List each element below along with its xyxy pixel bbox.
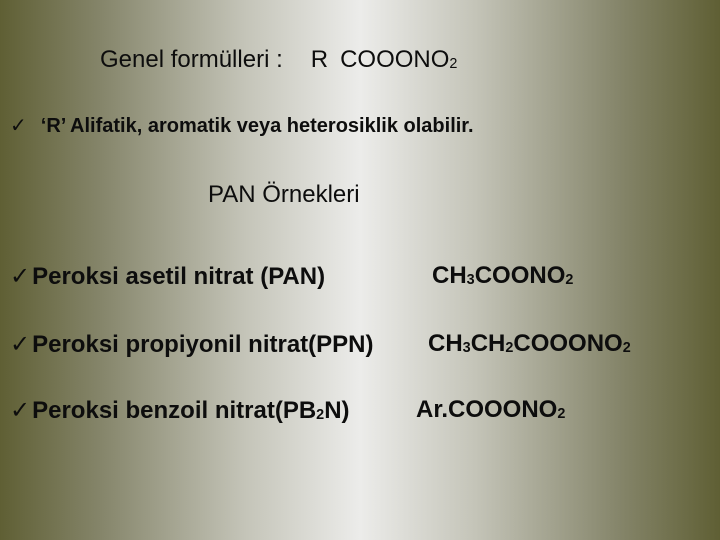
- general-formula-label: Genel formülleri :: [100, 46, 283, 73]
- formula-subscript: 2: [505, 340, 514, 357]
- example-name-text: N): [324, 397, 350, 424]
- formula-subscript: 3: [462, 340, 471, 357]
- checkmark-icon: ✓: [10, 396, 31, 424]
- example-pan-formula: [432, 262, 573, 290]
- example-pan-name: [10, 262, 325, 291]
- example-name-subscript: 2: [316, 407, 325, 424]
- example-name-text: Peroksi propiyonil nitrat(PPN): [32, 331, 374, 358]
- checkmark-icon: ✓: [10, 330, 31, 358]
- example-ppn-formula: [428, 330, 631, 358]
- r-description-text: ‘R’ Alifatik, aromatik veya heterosiklik olabilir.: [40, 115, 474, 137]
- formula-subscript: 2: [622, 340, 631, 357]
- formula-part: COONO: [474, 262, 566, 289]
- examples-heading: PAN Örnekleri: [208, 181, 360, 208]
- example-pbzn-formula: [416, 396, 565, 424]
- example-name-text: Peroksi benzoil nitrat(PB: [32, 397, 317, 424]
- formula-part: Ar.COOONO: [416, 396, 558, 423]
- formula-subscript: 2: [565, 272, 574, 289]
- formula-part: CH: [432, 262, 467, 289]
- general-formula-value: COOONO: [340, 46, 450, 73]
- checkmark-icon: ✓: [10, 113, 27, 137]
- general-formula-subscript: 2: [449, 56, 458, 73]
- example-ppn-name: [10, 330, 374, 359]
- formula-subscript: 2: [557, 406, 566, 423]
- example-pbzn-name: [10, 396, 350, 425]
- general-formula-r: R: [310, 46, 329, 73]
- general-formula-line: [100, 46, 457, 74]
- formula-part: COOONO: [513, 330, 623, 357]
- formula-subscript: 3: [466, 272, 475, 289]
- formula-part: CH: [428, 330, 463, 357]
- checkmark-icon: ✓: [10, 262, 31, 290]
- formula-part: CH: [470, 330, 506, 357]
- r-description-bullet: [10, 113, 474, 138]
- example-name-text: Peroksi asetil nitrat (PAN): [32, 263, 326, 290]
